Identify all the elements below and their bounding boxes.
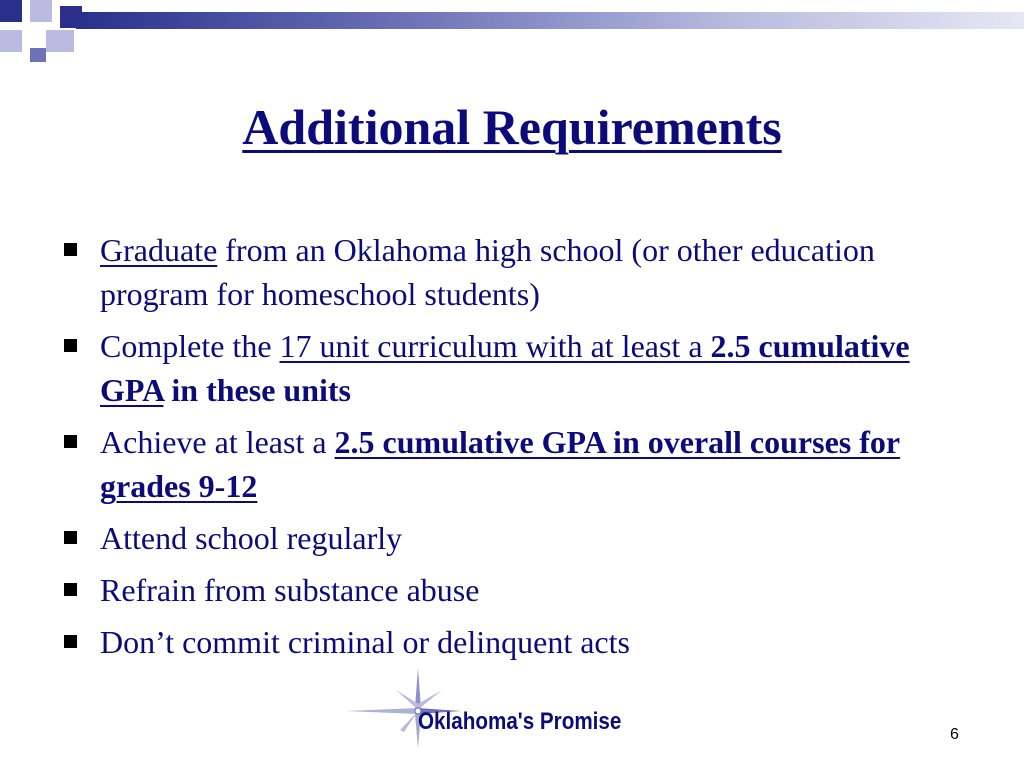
slide-title: Additional Requirements bbox=[242, 99, 782, 155]
bullet-item bbox=[62, 568, 922, 612]
corner-square-4 bbox=[46, 30, 74, 52]
bullet-text-part: Graduate bbox=[100, 232, 218, 268]
bullet-item bbox=[62, 620, 922, 664]
top-gradient-bar bbox=[76, 12, 1024, 29]
square-bullet-icon bbox=[64, 339, 77, 352]
square-bullet-icon bbox=[64, 531, 77, 544]
corner-square-3 bbox=[0, 30, 22, 52]
bullet-text-part: from an Oklahoma high school (or other education program for homeschool students) bbox=[100, 232, 875, 312]
page-number: 6 bbox=[950, 726, 959, 743]
corner-square-6 bbox=[30, 48, 46, 62]
corner-square-2 bbox=[30, 0, 52, 22]
bullet-item bbox=[62, 228, 922, 316]
bullet-text-part: 17 unit curriculum with at least a bbox=[279, 328, 711, 364]
square-bullet-icon bbox=[64, 243, 77, 256]
bullet-item bbox=[62, 420, 922, 508]
corner-square-1 bbox=[0, 0, 22, 22]
square-bullet-icon bbox=[64, 583, 77, 596]
bullet-list bbox=[62, 228, 922, 672]
bullet-text-part: Attend school regularly bbox=[100, 520, 403, 556]
bullet-item bbox=[62, 516, 922, 560]
bullet-text-part: 2.5 cumulative GPA bbox=[100, 328, 910, 408]
bullet-text-part: 2.5 cumulative GPA in overall courses for grades 9-12 bbox=[100, 424, 901, 504]
bullet-text-part: Don’t commit criminal or delinquent acts bbox=[100, 624, 630, 660]
logo-text: Oklahoma's Promise bbox=[418, 708, 622, 735]
square-bullet-icon bbox=[64, 435, 77, 448]
bullet-text-part: in these units bbox=[163, 372, 351, 408]
bullet-text-part: Complete the bbox=[100, 328, 280, 364]
bullet-text-part: Refrain from substance abuse bbox=[100, 572, 480, 608]
square-bullet-icon bbox=[64, 635, 77, 648]
bullet-text-part: Achieve at least a bbox=[100, 424, 335, 460]
bullet-item bbox=[62, 324, 922, 412]
